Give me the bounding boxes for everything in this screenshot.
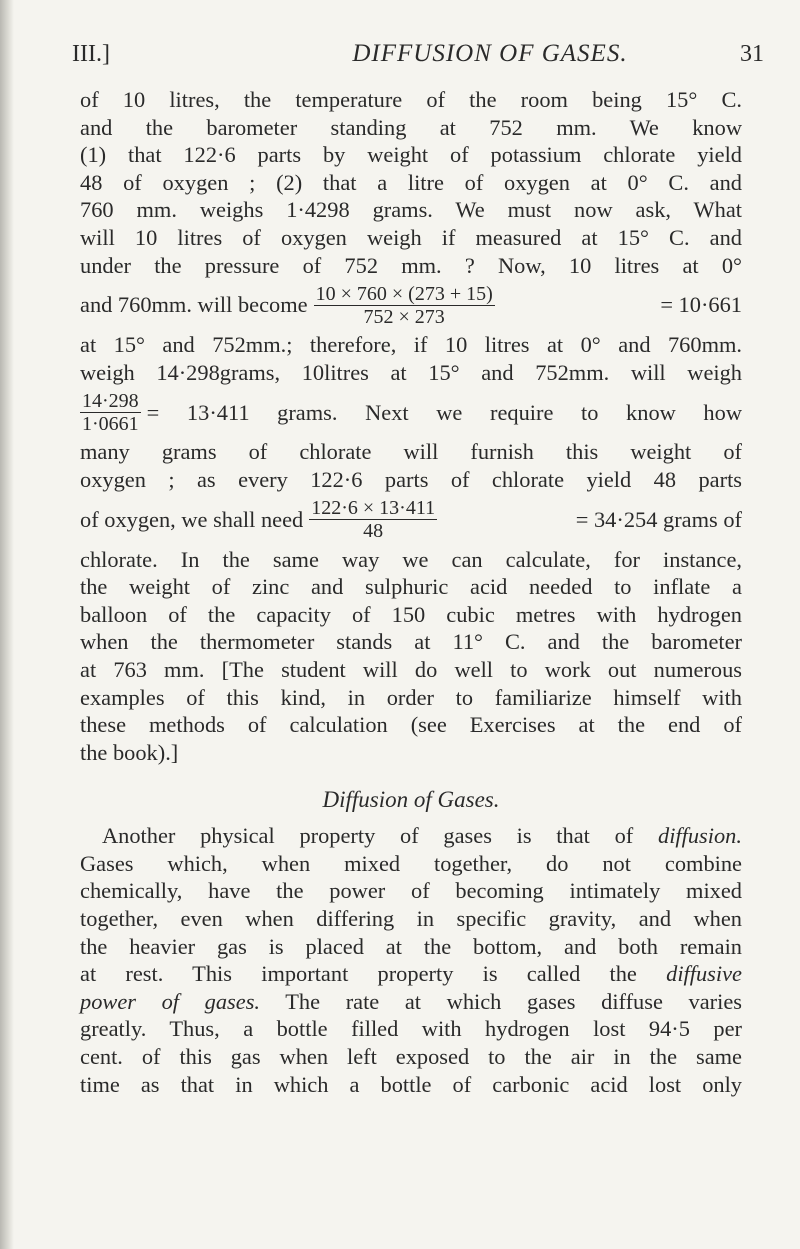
- text-line: together, even when differing in specific gravity, and when: [80, 906, 742, 932]
- equation-result: = 34·254 grams of: [575, 506, 742, 532]
- text-line: greatly. Thus, a bottle filled with hydrogen lost 94·5 per: [80, 1016, 742, 1042]
- text-line: chemically, have the power of becoming intimately mixed: [80, 878, 742, 904]
- text-line: of 10 litres, the temperature of the room being 15° C.: [80, 87, 742, 112]
- text-line: examples of this kind, in order to familiarize himself with: [80, 684, 742, 710]
- fraction: [309, 497, 437, 542]
- book-page: [72, 40, 764, 1098]
- running-title: DIFFUSION OF GASES.: [352, 40, 628, 67]
- emphasis-term: diffusive: [666, 961, 742, 987]
- emphasis-term: power of gases.: [80, 988, 261, 1014]
- text-line: (1) that 122·6 parts by weight of potassium chlorate yield: [80, 142, 742, 168]
- text-line: cent. of this gas when left exposed to the air in the same: [80, 1044, 742, 1070]
- text-line: [80, 960, 742, 988]
- equation-volume: [80, 279, 742, 331]
- text-run: at rest. This important property is called the: [80, 961, 637, 987]
- page-gutter-shadow: [0, 0, 14, 1249]
- text-line: the weight of zinc and sulphuric acid needed to inflate a: [80, 574, 742, 600]
- text-run: The rate at which gases diffuse varies: [285, 988, 742, 1014]
- equation-text: = 13·411 grams. Next we require to know how: [146, 399, 742, 425]
- text-line: time as that in which a bottle of carbonic acid lost only: [80, 1071, 742, 1097]
- text-line: weigh 14·298grams, 10litres at 15° and 752mm. will weigh: [80, 359, 742, 385]
- text-line: many grams of chlorate will furnish this weight of: [80, 439, 742, 465]
- fraction-denominator: 48: [363, 520, 384, 543]
- chapter-number: III.]: [72, 41, 110, 67]
- text-line: balloon of the capacity of 150 cubic metres with hydrogen: [80, 601, 742, 627]
- fraction-numerator: 10 × 760 × (273 + 15): [315, 282, 493, 305]
- text-line: and the barometer standing at 752 mm. We know: [80, 114, 742, 140]
- equation-weight: [80, 386, 742, 438]
- equation-chlorate: [80, 494, 742, 546]
- fraction-numerator: 122·6 × 13·411: [311, 497, 436, 520]
- fraction-numerator: 14·298: [82, 389, 139, 412]
- fraction: [314, 283, 495, 328]
- equation-result: = 10·661: [660, 292, 742, 318]
- text-run: Another physical property of gases is that of: [102, 823, 634, 849]
- running-header: [72, 40, 764, 72]
- paragraph-calculation: [80, 86, 742, 766]
- text-line: when the thermometer stands at 11° C. and the barometer: [80, 629, 742, 655]
- equation-text: and 760mm. will become: [80, 292, 308, 318]
- fraction-denominator: 752 × 273: [363, 305, 445, 328]
- text-line: chlorate. In the same way we can calculate, for instance,: [80, 546, 742, 572]
- equation-text: of oxygen, we shall need: [80, 506, 304, 532]
- section-heading: Diffusion of Gases.: [322, 787, 500, 813]
- text-line: [80, 822, 742, 850]
- text-line: at 763 mm. [The student will do well to work out numerous: [80, 656, 742, 682]
- text-line: the heavier gas is placed at the bottom, and both remain: [80, 933, 742, 959]
- text-line: oxygen ; as every 122·6 parts of chlorate yield 48 parts: [80, 466, 742, 492]
- text-line: at 15° and 752mm.; therefore, if 10 litres at 0° and 760mm.: [80, 332, 742, 358]
- text-line: Gases which, when mixed together, do not combine: [80, 850, 742, 876]
- emphasis-term: diffusion.: [658, 823, 742, 849]
- text-line: 760 mm. weighs 1·4298 grams. We must now ask, What: [80, 197, 742, 223]
- text-line: under the pressure of 752 mm. ? Now, 10 litres at 0°: [80, 252, 742, 278]
- text-line: 48 of oxygen ; (2) that a litre of oxygen at 0° C. and: [80, 169, 742, 195]
- fraction: [80, 390, 141, 435]
- fraction-denominator: 1·0661: [82, 412, 139, 435]
- text-line: these methods of calculation (see Exercises at the end of: [80, 712, 742, 738]
- text-line: [80, 988, 742, 1016]
- page-number: 31: [739, 41, 764, 67]
- text-line: the book).]: [80, 739, 179, 765]
- paragraph-diffusion: [80, 822, 742, 1098]
- text-line: will 10 litres of oxygen weigh if measured at 15° C. and: [80, 224, 742, 250]
